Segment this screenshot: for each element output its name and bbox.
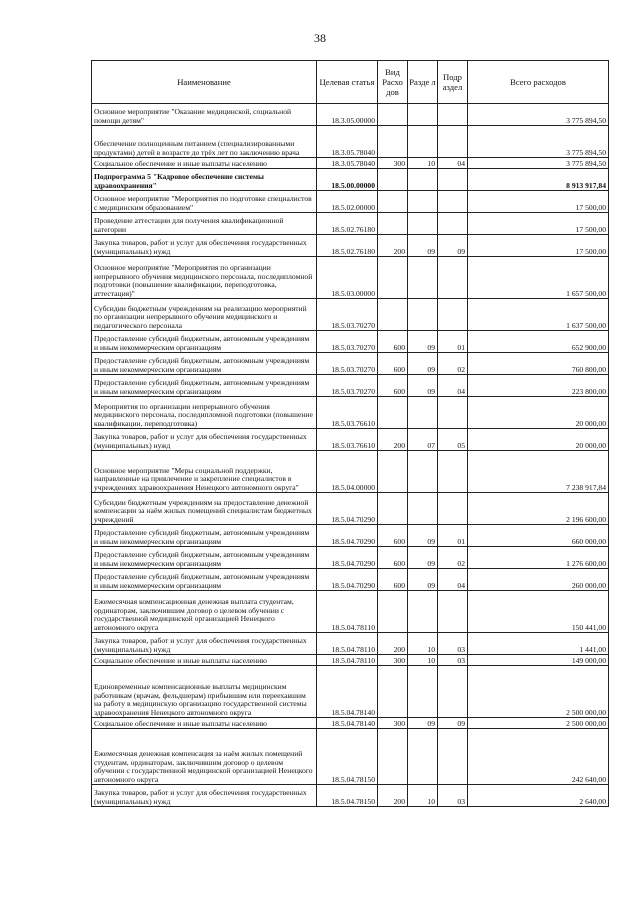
row-code-cell: 18.5.04.78110 xyxy=(317,633,378,655)
row-code-cell: 18.3.05.78040 xyxy=(317,126,378,158)
row-vid-cell xyxy=(378,213,408,235)
table-body xyxy=(92,104,609,807)
row-vid-cell: 200 xyxy=(378,785,408,807)
row-podrazdel-cell xyxy=(438,299,468,331)
row-razdel-cell: 09 xyxy=(408,547,438,569)
row-code-cell: 18.5.04.70290 xyxy=(317,525,378,547)
row-total-cell: 149 000,00 xyxy=(468,655,609,666)
row-podrazdel-cell: 01 xyxy=(438,525,468,547)
row-code-cell: 18.5.02.76180 xyxy=(317,213,378,235)
row-total-cell: 17 500,00 xyxy=(468,213,609,235)
row-code-cell: 18.5.04.70290 xyxy=(317,569,378,591)
row-total-cell: 1 441,00 xyxy=(468,633,609,655)
row-razdel-cell xyxy=(408,729,438,785)
table-row xyxy=(92,569,609,591)
row-podrazdel-cell xyxy=(438,213,468,235)
table-row xyxy=(92,126,609,158)
table-row xyxy=(92,718,609,729)
table-row xyxy=(92,655,609,666)
table-row xyxy=(92,547,609,569)
row-name-cell: Ежемесячная компенсационная денежная выплата студентам, ординаторам, заключившим договор о целевом обучении с государственной медицинской организацией Ненецкого автономного округа xyxy=(92,591,317,633)
row-total-cell: 1 637 500,00 xyxy=(468,299,609,331)
row-total-cell: 1 276 600,00 xyxy=(468,547,609,569)
row-code-cell: 18.5.03.70270 xyxy=(317,299,378,331)
row-vid-cell: 600 xyxy=(378,547,408,569)
row-podrazdel-cell xyxy=(438,257,468,299)
row-podrazdel-cell xyxy=(438,104,468,126)
row-code-cell: 18.5.04.78150 xyxy=(317,785,378,807)
table-row xyxy=(92,353,609,375)
row-total-cell: 3 775 894,50 xyxy=(468,126,609,158)
row-code-cell: 18.5.03.76610 xyxy=(317,397,378,429)
row-name-cell: Предоставление субсидий бюджетным, автономным учреждениям и иным некоммерческим организациям xyxy=(92,331,317,353)
row-vid-cell xyxy=(378,729,408,785)
row-vid-cell xyxy=(378,451,408,493)
table-row xyxy=(92,525,609,547)
row-code-cell: 18.5.04.78110 xyxy=(317,591,378,633)
row-vid-cell xyxy=(378,591,408,633)
row-code-cell: 18.5.04.78150 xyxy=(317,729,378,785)
row-code-cell: 18.5.03.70270 xyxy=(317,331,378,353)
row-podrazdel-cell: 02 xyxy=(438,547,468,569)
row-razdel-cell: 10 xyxy=(408,655,438,666)
row-razdel-cell xyxy=(408,591,438,633)
row-vid-cell: 600 xyxy=(378,353,408,375)
row-total-cell: 3 775 894,50 xyxy=(468,158,609,169)
row-podrazdel-cell: 09 xyxy=(438,718,468,729)
row-name-cell: Предоставление субсидий бюджетным, автономным учреждениям и иным некоммерческим организациям xyxy=(92,375,317,397)
row-vid-cell: 600 xyxy=(378,375,408,397)
row-podrazdel-cell xyxy=(438,591,468,633)
row-code-cell: 18.5.02.76180 xyxy=(317,235,378,257)
row-name-cell: Единовременные компенсационные выплаты медицинским работникам (врачам, фельдшерам) прибывшим или переехавшим на работу в медицинскую организацию государственной системы здравоохранения Ненецкого автономного округа xyxy=(92,666,317,718)
row-name-cell: Социальное обеспечение и иные выплаты населению xyxy=(92,718,317,729)
row-podrazdel-cell xyxy=(438,126,468,158)
row-vid-cell: 600 xyxy=(378,331,408,353)
page-number: 38 xyxy=(314,31,326,45)
table-row xyxy=(92,493,609,525)
row-razdel-cell xyxy=(408,397,438,429)
row-podrazdel-cell xyxy=(438,169,468,191)
row-razdel-cell xyxy=(408,493,438,525)
row-podrazdel-cell: 04 xyxy=(438,569,468,591)
header-vid: Вид Расхо дов xyxy=(378,61,408,104)
row-name-cell: Проведение аттестации для получения квалификационной категории xyxy=(92,213,317,235)
row-vid-cell: 600 xyxy=(378,525,408,547)
row-total-cell: 1 657 500,00 xyxy=(468,257,609,299)
row-name-cell: Закупка товаров, работ и услуг для обеспечения государственных (муниципальных) нужд xyxy=(92,633,317,655)
table-row xyxy=(92,257,609,299)
row-name-cell: Основное мероприятие "Оказание медицинской, социальной помощи детям" xyxy=(92,104,317,126)
row-total-cell: 2 196 600,00 xyxy=(468,493,609,525)
row-razdel-cell xyxy=(408,191,438,213)
table-row xyxy=(92,158,609,169)
table-row xyxy=(92,451,609,493)
table-row xyxy=(92,191,609,213)
row-podrazdel-cell: 09 xyxy=(438,235,468,257)
row-name-cell: Предоставление субсидий бюджетным, автономным учреждениям и иным некоммерческим организациям xyxy=(92,525,317,547)
row-name-cell: Основное мероприятие "Мероприятия по организации непрерывного обучения медицинского персонала, последипломной подготовки (повышение квалификации, переподготовка, аттестация)" xyxy=(92,257,317,299)
row-total-cell: 17 500,00 xyxy=(468,235,609,257)
row-code-cell: 18.5.04.70290 xyxy=(317,493,378,525)
row-code-cell: 18.3.05.00000 xyxy=(317,104,378,126)
row-code-cell: 18.5.03.70270 xyxy=(317,353,378,375)
table-row xyxy=(92,429,609,451)
header-razdel: Разде л xyxy=(408,61,438,104)
row-name-cell: Ежемесячная денежная компенсация за наём жилых помещений студентам, ординаторам, заключившим договор о целевом обучении с государственной медицинской организацией Ненецкого автономного округа xyxy=(92,729,317,785)
table-row xyxy=(92,397,609,429)
row-razdel-cell: 10 xyxy=(408,158,438,169)
row-podrazdel-cell xyxy=(438,397,468,429)
row-name-cell: Предоставление субсидий бюджетным, автономным учреждениям и иным некоммерческим организациям xyxy=(92,547,317,569)
row-total-cell: 223 800,00 xyxy=(468,375,609,397)
table-row xyxy=(92,666,609,718)
row-code-cell: 18.5.02.00000 xyxy=(317,191,378,213)
row-podrazdel-cell: 03 xyxy=(438,785,468,807)
row-razdel-cell xyxy=(408,104,438,126)
row-razdel-cell: 09 xyxy=(408,353,438,375)
row-razdel-cell xyxy=(408,299,438,331)
row-podrazdel-cell xyxy=(438,451,468,493)
row-total-cell: 2 500 000,00 xyxy=(468,666,609,718)
row-podrazdel-cell: 04 xyxy=(438,158,468,169)
row-podrazdel-cell: 03 xyxy=(438,633,468,655)
row-total-cell: 2 640,00 xyxy=(468,785,609,807)
row-code-cell: 18.5.04.78140 xyxy=(317,666,378,718)
row-vid-cell xyxy=(378,493,408,525)
row-vid-cell xyxy=(378,666,408,718)
row-total-cell: 7 238 917,84 xyxy=(468,451,609,493)
table-row xyxy=(92,785,609,807)
row-total-cell: 150 441,00 xyxy=(468,591,609,633)
row-total-cell: 8 913 917,84 xyxy=(468,169,609,191)
row-name-cell: Основное мероприятие "Меры социальной поддержки, направленные на привлечение и закрепление специалистов в учреждениях здравоохранения Ненецкого автономного округа" xyxy=(92,451,317,493)
row-name-cell: Закупка товаров, работ и услуг для обеспечения государственных (муниципальных) нужд xyxy=(92,429,317,451)
row-name-cell: Мероприятия по организации непрерывного обучения медицинского персонала, последипломной подготовки (повышение квалификации, переподготовка) xyxy=(92,397,317,429)
table-row xyxy=(92,299,609,331)
row-vid-cell: 200 xyxy=(378,429,408,451)
row-podrazdel-cell xyxy=(438,729,468,785)
table-row xyxy=(92,104,609,126)
row-vid-cell xyxy=(378,191,408,213)
row-code-cell: 18.3.05.78040 xyxy=(317,158,378,169)
row-razdel-cell xyxy=(408,257,438,299)
row-razdel-cell xyxy=(408,213,438,235)
row-razdel-cell: 10 xyxy=(408,633,438,655)
row-vid-cell: 300 xyxy=(378,655,408,666)
row-podrazdel-cell xyxy=(438,666,468,718)
row-name-cell: Предоставление субсидий бюджетным, автономным учреждениям и иным некоммерческим организациям xyxy=(92,353,317,375)
row-vid-cell xyxy=(378,397,408,429)
row-total-cell: 660 000,00 xyxy=(468,525,609,547)
table-row xyxy=(92,729,609,785)
row-vid-cell xyxy=(378,169,408,191)
row-razdel-cell: 09 xyxy=(408,235,438,257)
row-name-cell: Субсидии бюджетным учреждениям на реализацию мероприятий по организации непрерывного обучения медицинского и педагогического персонала xyxy=(92,299,317,331)
header-total: Всего расходов xyxy=(468,61,609,104)
row-name-cell: Закупка товаров, работ и услуг для обеспечения государственных (муниципальных) нужд xyxy=(92,785,317,807)
row-razdel-cell: 07 xyxy=(408,429,438,451)
row-razdel-cell: 09 xyxy=(408,718,438,729)
row-podrazdel-cell: 03 xyxy=(438,655,468,666)
row-podrazdel-cell: 04 xyxy=(438,375,468,397)
row-razdel-cell xyxy=(408,666,438,718)
row-total-cell: 20 000,00 xyxy=(468,397,609,429)
row-name-cell: Социальное обеспечение и иные выплаты населению xyxy=(92,158,317,169)
row-vid-cell: 300 xyxy=(378,158,408,169)
header-code: Целевая статья xyxy=(317,61,378,104)
row-name-cell: Основное мероприятие "Мероприятия по подготовке специалистов с медицинским образованием" xyxy=(92,191,317,213)
row-name-cell: Подпрограмма 5 "Кадровое обеспечение системы здравоохранения" xyxy=(92,169,317,191)
row-code-cell: 18.5.04.70290 xyxy=(317,547,378,569)
header-name: Наименование xyxy=(92,61,317,104)
row-total-cell: 652 900,00 xyxy=(468,331,609,353)
row-vid-cell: 600 xyxy=(378,569,408,591)
row-name-cell: Предоставление субсидий бюджетным, автономным учреждениям и иным некоммерческим организациям xyxy=(92,569,317,591)
row-name-cell: Социальное обеспечение и иные выплаты населению xyxy=(92,655,317,666)
row-total-cell: 242 640,00 xyxy=(468,729,609,785)
row-code-cell: 18.5.03.00000 xyxy=(317,257,378,299)
row-code-cell: 18.5.03.76610 xyxy=(317,429,378,451)
row-razdel-cell: 09 xyxy=(408,569,438,591)
row-code-cell: 18.5.04.78110 xyxy=(317,655,378,666)
row-podrazdel-cell: 05 xyxy=(438,429,468,451)
row-vid-cell xyxy=(378,257,408,299)
row-total-cell: 17 500,00 xyxy=(468,191,609,213)
row-vid-cell: 200 xyxy=(378,235,408,257)
row-vid-cell: 200 xyxy=(378,633,408,655)
row-razdel-cell: 09 xyxy=(408,331,438,353)
row-podrazdel-cell: 01 xyxy=(438,331,468,353)
row-razdel-cell xyxy=(408,126,438,158)
row-razdel-cell xyxy=(408,169,438,191)
table-row xyxy=(92,375,609,397)
header-podrazdel: Подр аздел xyxy=(438,61,468,104)
table-row xyxy=(92,633,609,655)
row-name-cell: Обеспечение полноценным питанием (специализированными продуктами) детей в возрасте до трёх лет по заключению врача xyxy=(92,126,317,158)
row-total-cell: 3 775 894,50 xyxy=(468,104,609,126)
row-podrazdel-cell xyxy=(438,191,468,213)
row-total-cell: 760 800,00 xyxy=(468,353,609,375)
row-code-cell: 18.5.04.00000 xyxy=(317,451,378,493)
row-total-cell: 20 000,00 xyxy=(468,429,609,451)
row-vid-cell: 300 xyxy=(378,718,408,729)
row-name-cell: Закупка товаров, работ и услуг для обеспечения государственных (муниципальных) нужд xyxy=(92,235,317,257)
row-podrazdel-cell: 02 xyxy=(438,353,468,375)
row-total-cell: 2 500 000,00 xyxy=(468,718,609,729)
row-vid-cell xyxy=(378,299,408,331)
row-vid-cell xyxy=(378,126,408,158)
row-podrazdel-cell xyxy=(438,493,468,525)
table-row xyxy=(92,591,609,633)
budget-table xyxy=(91,60,609,807)
row-total-cell: 260 000,00 xyxy=(468,569,609,591)
row-razdel-cell: 09 xyxy=(408,375,438,397)
row-razdel-cell: 09 xyxy=(408,525,438,547)
row-code-cell: 18.5.04.78140 xyxy=(317,718,378,729)
row-vid-cell xyxy=(378,104,408,126)
row-name-cell: Субсидии бюджетным учреждениям на предоставление денежной компенсации за наём жилых помещений специалистам бюджетных учреждений xyxy=(92,493,317,525)
table-row xyxy=(92,213,609,235)
row-code-cell: 18.5.03.70270 xyxy=(317,375,378,397)
table-header-row xyxy=(92,61,609,104)
row-razdel-cell: 10 xyxy=(408,785,438,807)
table-row xyxy=(92,169,609,191)
table-row xyxy=(92,331,609,353)
row-razdel-cell xyxy=(408,451,438,493)
table-row xyxy=(92,235,609,257)
row-code-cell: 18.5.00.00000 xyxy=(317,169,378,191)
